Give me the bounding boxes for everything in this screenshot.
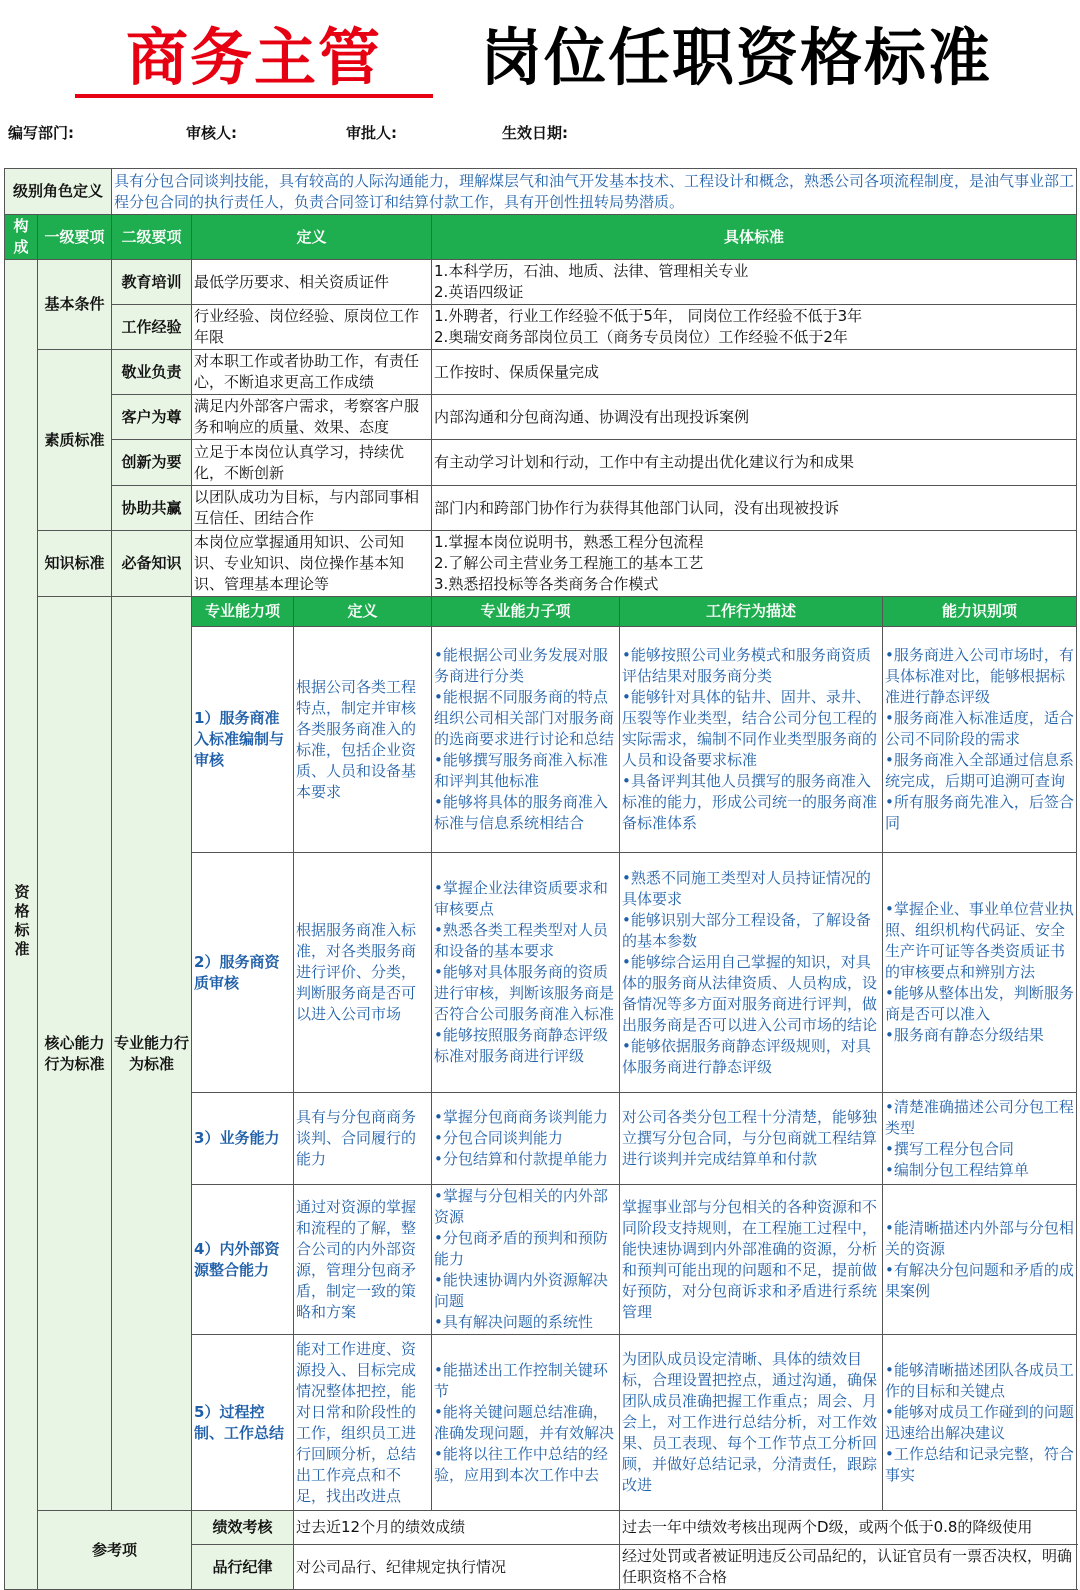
- item-def: 立足于本岗位认真学习，持续优化，不断创新: [192, 440, 432, 486]
- item-std: 1.本科学历，石油、地质、法律、管理相关专业 2.英语四级证: [432, 260, 1077, 305]
- table-row: [5, 486, 1077, 531]
- item-std: 部门内和跨部门协作行为获得其他部门认同，没有出现被投诉: [432, 486, 1077, 531]
- core-item-name: 4）内外部资源整合能力: [192, 1185, 294, 1335]
- item-std: 有主动学习计划和行动，工作中有主动提出优化建议行为和成果: [432, 440, 1077, 486]
- core-item-name: 1）服务商准入标准编制与审核: [192, 627, 294, 853]
- table-row: [5, 305, 1077, 350]
- core-item-sub: •掌握企业法律资质要求和审核要点 •熟悉各类工程类型对人员和设备的基本要求 •能够对具体服务商的资质进行审核，判断该服务商是否符合公司服务商准入标准 •能够按照服务商静态评级标准对服务商进行评级: [432, 853, 620, 1093]
- section-qualification: 资格标准: [5, 260, 38, 1590]
- core-item-def: 具有与分包商商务谈判、合同履行的能力: [294, 1093, 432, 1185]
- table-row: [5, 395, 1077, 440]
- core-item-ident: •掌握企业、事业单位营业执照、组织机构代码证、安全生产许可证等各类资质证书的审核要点和辨别方法 •能够从整体出发，判断服务商是否可以准入 •服务商有静态分级结果: [883, 853, 1077, 1093]
- item-def: 过去近12个月的绩效成绩: [294, 1511, 620, 1545]
- core-item-behavior: 掌握事业部与分包相关的各种资源和不同阶段支持规则，在工程施工过程中，能快速协调到内外部准确的资源，分析和预判可能出现的问题和不足，提前做好预防，对分包商诉求和矛盾进行系统管理: [620, 1185, 883, 1335]
- meta-reviewer: 审核人:: [186, 124, 237, 142]
- item-def: 满足内外部客户需求，考察客户服务和响应的质量、效果、态度: [192, 395, 432, 440]
- group-core-sub: 专业能力行为标准: [112, 597, 192, 1511]
- core-item-sub: •能描述出工作控制关键环节 •能将关键问题总结准确，准确发现问题，并有效解决 •能将以往工作中总结的经验，应用到本次工作中去: [432, 1335, 620, 1511]
- core-item-sub: •能根据公司业务发展对服务商进行分类 •能根据不同服务商的特点组织公司相关部门对服务商的选商要求进行讨论和总结 •能够撰写服务商准入标准和评判其他标准 •能够将具体的服务商准入标准与信息系统相结合: [432, 627, 620, 853]
- item-def: 对本职工作或者协助工作，有责任心，不断追求更高工作成绩: [192, 350, 432, 395]
- core-item-def: 通过对资源的掌握和流程的了解，整合公司的内外部资源，管理分包商矛盾，制定一致的策略和方案: [294, 1185, 432, 1335]
- core-item-ident: •服务商进入公司市场时，有具体标准对比，能够根据标准进行静态评级 •服务商准入标准适度，适合公司不同阶段的需求 •服务商准入全部通过信息系统完成，后期可追溯可查询 •所有服务商先准入，后签合同: [883, 627, 1077, 853]
- core-item-ident: •能清晰描述内外部与分包相关的资源 •有解决分包问题和矛盾的成果案例: [883, 1185, 1077, 1335]
- item-name: 工作经验: [112, 305, 192, 350]
- col-header-level1: 一级要项: [38, 215, 112, 260]
- column-header-row: [5, 215, 1077, 260]
- col-header-standard: 具体标准: [432, 215, 1077, 260]
- core-item-ident: •清楚准确描述公司分包工程类型 •撰写工程分包合同 •编制分包工程结算单: [883, 1093, 1077, 1185]
- core-item-def: 根据服务商准入标准，对各类服务商进行评价、分类，判断服务商是否可以进入公司市场: [294, 853, 432, 1093]
- qualification-table: [4, 168, 1077, 1590]
- role-text: 具有分包合同谈判技能，具有较高的人际沟通能力，理解煤层气和油气开发基本技术、工程设计和概念，熟悉公司各项流程制度，是油气事业部工程分包合同的执行责任人，负责合同签订和结算付款工作，具有开创性扭转局势潜质。: [112, 169, 1077, 215]
- item-name: 协助共赢: [112, 486, 192, 531]
- group-core: 核心能力行为标准: [38, 597, 112, 1511]
- group-knowledge: 知识标准: [38, 531, 112, 597]
- core-item-behavior: •熟悉不同施工类型对人员持证情况的具体要求 •能够识别大部分工程设备，了解设备的基本参数 •能够综合运用自己掌握的知识，对具体的服务商从法律资质、人员构成，设备情况等多方面对服务商进行评判，做出服务商是否可以进入公司市场的结论 •能够依据服务商静态评级规则，对具体服务商进行静态评级: [620, 853, 883, 1093]
- table-row: [5, 260, 1077, 305]
- item-name: 教育培训: [112, 260, 192, 305]
- core-header-behavior: 工作行为描述: [620, 597, 883, 627]
- table-row: [5, 1511, 1077, 1545]
- item-name: 品行纪律: [192, 1545, 294, 1590]
- meta-approver: 审批人:: [346, 124, 397, 142]
- core-header-def: 定义: [294, 597, 432, 627]
- core-item-ident: •能够清晰描述团队各成员工作的目标和关键点 •能够对成员工作碰到的问题迅速给出解决建议 •工作总结和记录完整，符合事实: [883, 1335, 1077, 1511]
- col-header-composition: 构成: [5, 215, 38, 260]
- item-def: 本岗位应掌握通用知识、公司知识、专业知识、岗位操作基本知识、管理基本理论等: [192, 531, 432, 597]
- item-std: 1.外聘者，行业工作经验不低于5年， 同岗位工作经验不低于3年 2.奥瑞安商务部岗位员工（商务专员岗位）工作经验不低于2年: [432, 305, 1077, 350]
- core-item-name: 5）过程控制、工作总结: [192, 1335, 294, 1511]
- item-name: 敬业负责: [112, 350, 192, 395]
- core-header-row: [5, 597, 1077, 627]
- item-std: 工作按时、保质保量完成: [432, 350, 1077, 395]
- role-label: 级别角色定义: [5, 169, 112, 215]
- item-def: 对公司品行、纪律规定执行情况: [294, 1545, 620, 1590]
- item-name: 必备知识: [112, 531, 192, 597]
- group-quality: 素质标准: [38, 350, 112, 531]
- core-header-sub: 专业能力子项: [432, 597, 620, 627]
- core-item-behavior: •能够按照公司业务模式和服务商资质评估结果对服务商分类 •能够针对具体的钻井、固井、录井、压裂等作业类型，结合公司分包工程的实际需求，编制不同作业类型服务商的人员和设备要求标准 •具备评判其他人员撰写的服务商准入标准的能力，形成公司统一的服务商准备标准体系: [620, 627, 883, 853]
- meta-effective-date: 生效日期:: [502, 124, 568, 142]
- item-def: 以团队成功为目标，与内部同事相互信任、团结合作: [192, 486, 432, 531]
- core-item-sub: •掌握与分包相关的内外部资源 •分包商矛盾的预判和预防能力 •能快速协调内外资源解决问题 •具有解决问题的系统性: [432, 1185, 620, 1335]
- item-std: 1.掌握本岗位说明书，熟悉工程分包流程 2.了解公司主营业务工程施工的基本工艺 3.熟悉招投标等各类商务合作模式: [432, 531, 1077, 597]
- item-std: 过去一年中绩效考核出现两个D级，或两个低于0.8的降级使用: [620, 1511, 1077, 1545]
- title-right: 岗位任职资格标准: [480, 21, 993, 94]
- group-reference: 参考项: [38, 1511, 192, 1590]
- item-def: 行业经验、岗位经验、原岗位工作年限: [192, 305, 432, 350]
- col-header-definition: 定义: [192, 215, 432, 260]
- table-row: [5, 350, 1077, 395]
- core-header-item: 专业能力项: [192, 597, 294, 627]
- core-item-behavior: 为团队成员设定清晰、具体的绩效目标，合理设置把控点，通过沟通，确保团队成员准确把握工作重点；周会、月会上，对工作进行总结分析，对工作效果、员工表现、每个工作节点工分析回顾，并做好总结记录，分清责任，跟踪改进: [620, 1335, 883, 1511]
- table-row: [5, 531, 1077, 597]
- core-item-name: 3）业务能力: [192, 1093, 294, 1185]
- core-item-sub: •掌握分包商商务谈判能力 •分包合同谈判能力 •分包结算和付款提单能力: [432, 1093, 620, 1185]
- core-item-behavior: 对公司各类分包工程十分清楚，能够独立撰写分包合同，与分包商就工程结算进行谈判并完成结算单和付款: [620, 1093, 883, 1185]
- title-left: 商务主管: [125, 21, 382, 94]
- item-def: 最低学历要求、相关资质证件: [192, 260, 432, 305]
- item-std: 内部沟通和分包商沟通、协调没有出现投诉案例: [432, 395, 1077, 440]
- core-item-def: 能对工作进度、资源投入、目标完成情况整体把控，能对日常和阶段性的工作，组织员工进行回顾分析，总结出工作亮点和不足，找出改进点: [294, 1335, 432, 1511]
- meta-dept: 编写部门:: [8, 124, 74, 142]
- title-underline: [75, 94, 433, 98]
- core-item-def: 根据公司各类工程特点，制定并审核各类服务商准入的标准，包括企业资质、人员和设备基本要求: [294, 627, 432, 853]
- role-row: [5, 169, 1077, 215]
- core-header-ident: 能力识别项: [883, 597, 1077, 627]
- item-std: 经过处罚或者被证明违反公司品纪的，认证官员有一票否决权，明确任职资格不合格: [620, 1545, 1077, 1590]
- table-row: [5, 440, 1077, 486]
- core-item-name: 2）服务商资质审核: [192, 853, 294, 1093]
- item-name: 绩效考核: [192, 1511, 294, 1545]
- item-name: 客户为尊: [112, 395, 192, 440]
- group-basic: 基本条件: [38, 260, 112, 350]
- col-header-level2: 二级要项: [112, 215, 192, 260]
- item-name: 创新为要: [112, 440, 192, 486]
